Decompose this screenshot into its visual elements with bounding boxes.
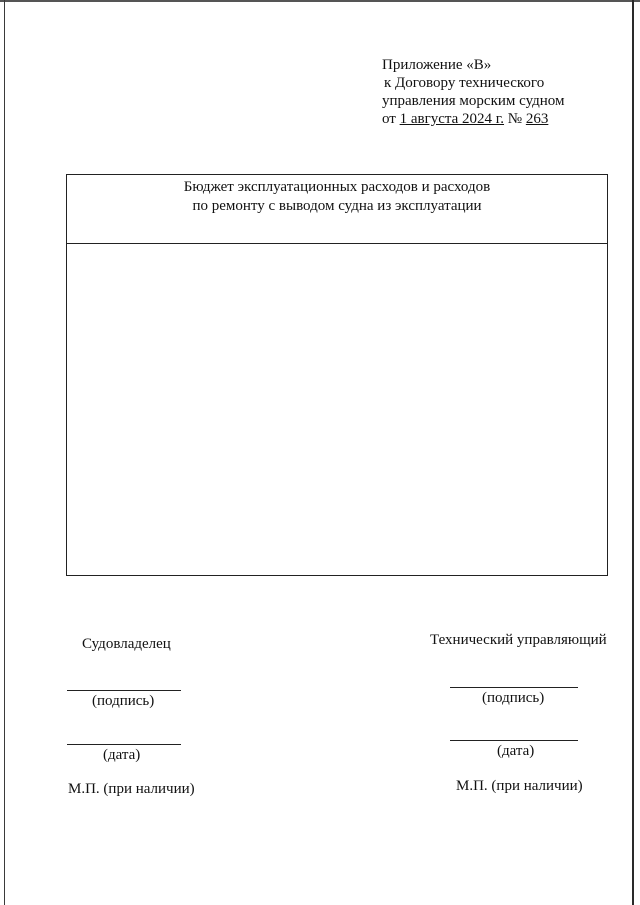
budget-title-line-2: по ремонту с выводом судна из эксплуатации xyxy=(192,198,482,214)
page-edge-top xyxy=(0,0,640,2)
appendix-contract-line: к Договору технического xyxy=(384,75,545,91)
manager-signature-caption: (подпись) xyxy=(482,690,545,706)
page-edge-left xyxy=(4,0,5,905)
shipowner-date-caption: (дата) xyxy=(103,747,141,763)
appendix-number: 263 xyxy=(525,111,549,127)
manager-date-line xyxy=(450,740,578,741)
appendix-date-number xyxy=(382,110,565,128)
manager-date-caption: (дата) xyxy=(497,743,535,759)
technical-manager-title: Технический управляющий xyxy=(430,632,607,648)
shipowner-signature-caption: (подпись) xyxy=(92,693,155,709)
manager-signature-line xyxy=(450,687,578,688)
appendix-reference xyxy=(382,56,565,128)
appendix-date: 1 августа 2024 г. xyxy=(399,111,505,127)
shipowner-signature-line xyxy=(67,690,181,691)
shipowner-date-line xyxy=(67,744,181,745)
appendix-contract-subject: управления морским судном xyxy=(382,93,565,109)
appendix-number-sign: № xyxy=(504,111,526,127)
budget-table xyxy=(66,174,608,576)
budget-table-body xyxy=(67,244,607,575)
budget-table-header xyxy=(67,175,607,244)
manager-stamp-note: М.П. (при наличии) xyxy=(456,778,583,794)
appendix-title: Приложение «В» xyxy=(382,57,492,73)
budget-title-line-1: Бюджет эксплуатационных расходов и расходов xyxy=(183,179,491,195)
shipowner-title: Судовладелец xyxy=(82,636,171,652)
appendix-date-prefix: от xyxy=(382,111,400,127)
page-edge-right xyxy=(632,0,634,905)
shipowner-stamp-note: М.П. (при наличии) xyxy=(68,781,195,797)
